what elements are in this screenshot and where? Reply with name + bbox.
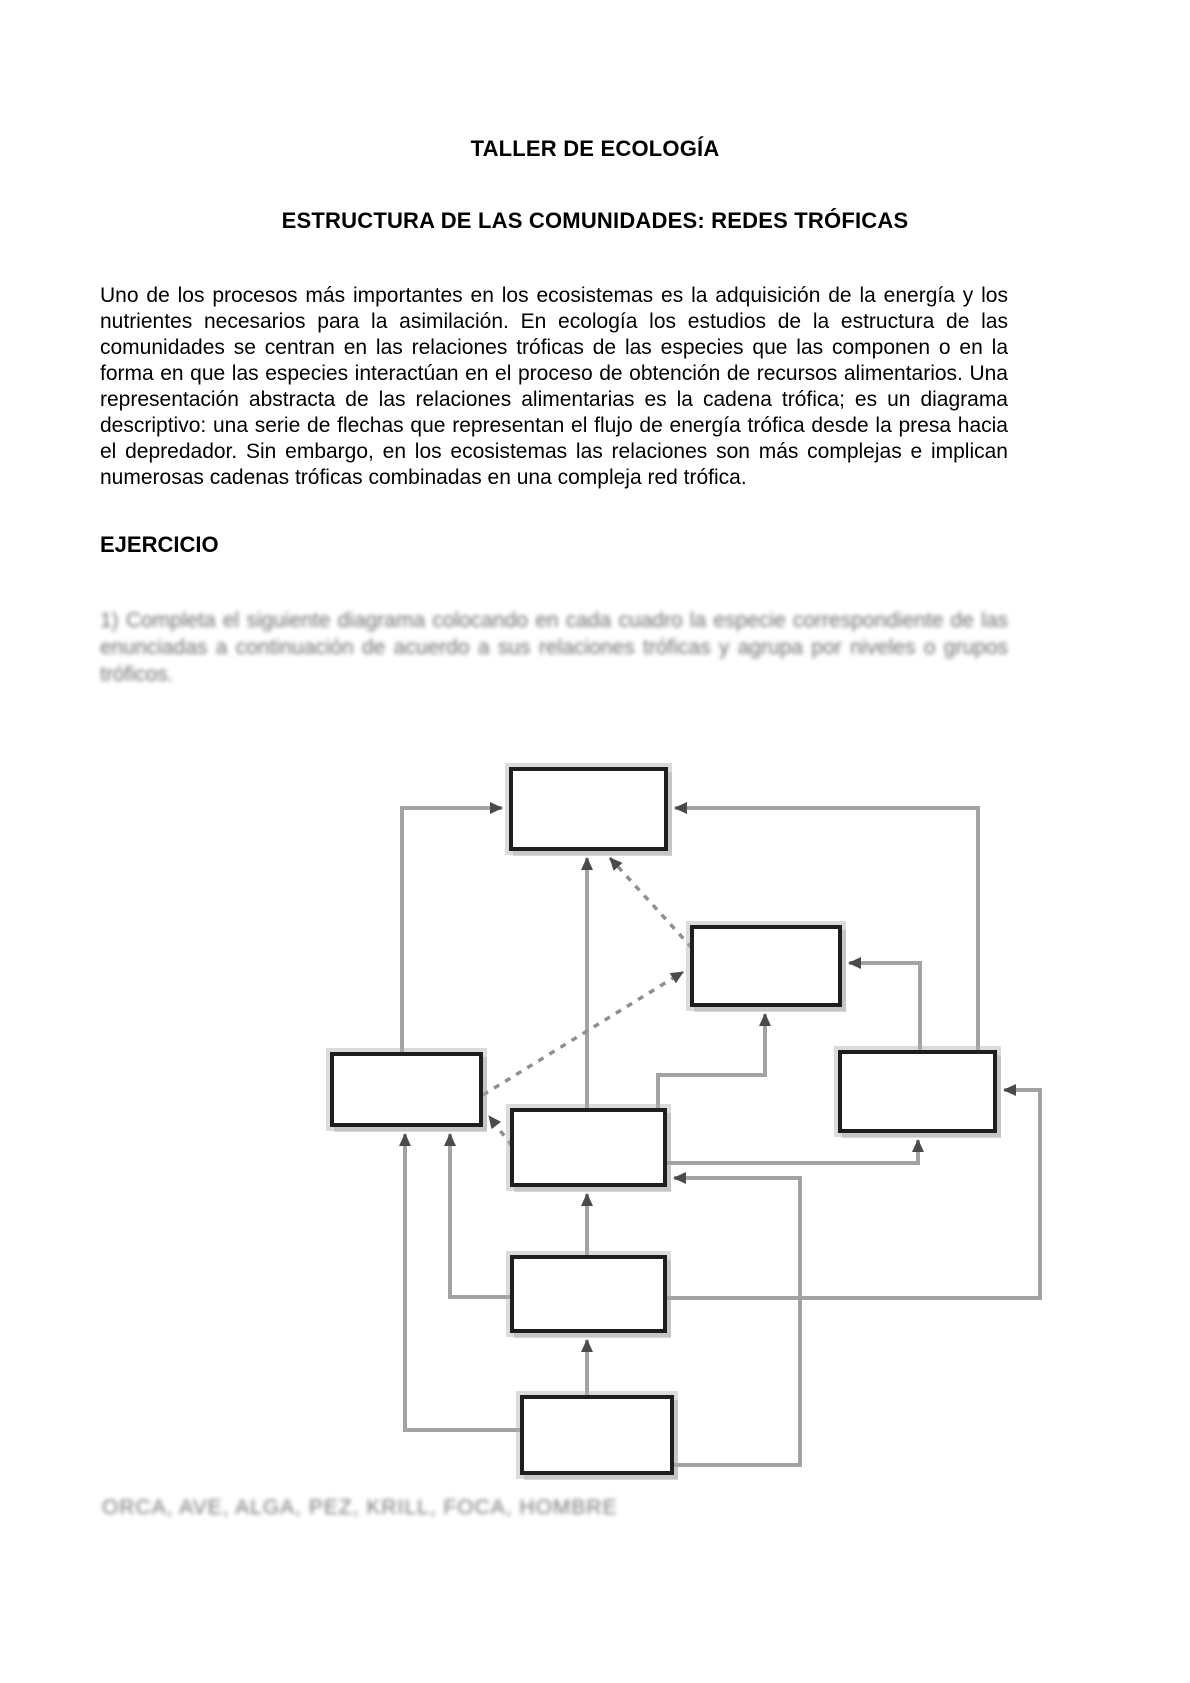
- diagram-box-lower-center: [510, 1255, 667, 1333]
- arrow-bottom-box-to-left-box: [405, 1134, 520, 1430]
- diagram-box-right: [838, 1050, 997, 1133]
- diagram-box-center: [510, 1108, 667, 1187]
- exercise-instruction: 1) Completa el siguiente diagrama colocando en cada cuadro la especie correspondiente de las enunciadas a continuación de acuerdo a sus relaciones tróficas y agrupa por niveles o grupos tróficos.: [100, 609, 1008, 686]
- diagram-box-upper-right: [690, 925, 842, 1007]
- arrow-center-box-to-right-box: [667, 1140, 918, 1163]
- arrow-right-box-to-upper-right-box: [849, 963, 920, 1050]
- dashed-arrow-upper-right-box-to-top-box: [610, 858, 692, 948]
- dashed-arrow-center-box-to-left-box: [489, 1116, 512, 1146]
- arrow-left-box-to-top-box: [402, 808, 502, 1052]
- page-title: TALLER DE ECOLOGÍA: [470, 136, 720, 161]
- intro-paragraph: Uno de los procesos más importantes en los ecosistemas es la adquisición de la energía y los nutrientes necesarios para la asimilación. En ecología los estudios de la estructura de las comunidades se centran en las relaciones tróficas de las especies que las componen o en la forma en que las especies interactúan en el proceso de obtención de recursos alimentarios. Una representación abstracta de las relaciones alimentarias es la cadena trófica; es un diagrama descriptivo: una serie de flechas que representan el flujo de energía trófica desde la presa hacia el depredador. Sin embargo, en los ecosistemas las relaciones son más complejas e implican numerosas cadenas tróficas combinadas en una compleja red trófica.: [100, 284, 1008, 489]
- exercise-heading: EJERCICIO: [100, 532, 219, 557]
- diagram-box-top: [509, 767, 668, 851]
- dashed-arrow-left-box-to-upper-right-box: [483, 972, 683, 1095]
- page-subtitle: ESTRUCTURA DE LAS COMUNIDADES: REDES TRÓFICAS: [281, 208, 909, 233]
- diagram-box-left: [330, 1052, 483, 1127]
- arrow-center-box-to-upper-right-box: [658, 1014, 765, 1108]
- arrow-bottom-box-to-center-box: [674, 1178, 800, 1465]
- arrow-lower-center-box-to-left-box: [450, 1134, 510, 1297]
- diagram-box-bottom: [520, 1395, 674, 1475]
- species-list: ORCA, AVE, ALGA, PEZ, KRILL, FOCA, HOMBRE: [102, 1496, 618, 1519]
